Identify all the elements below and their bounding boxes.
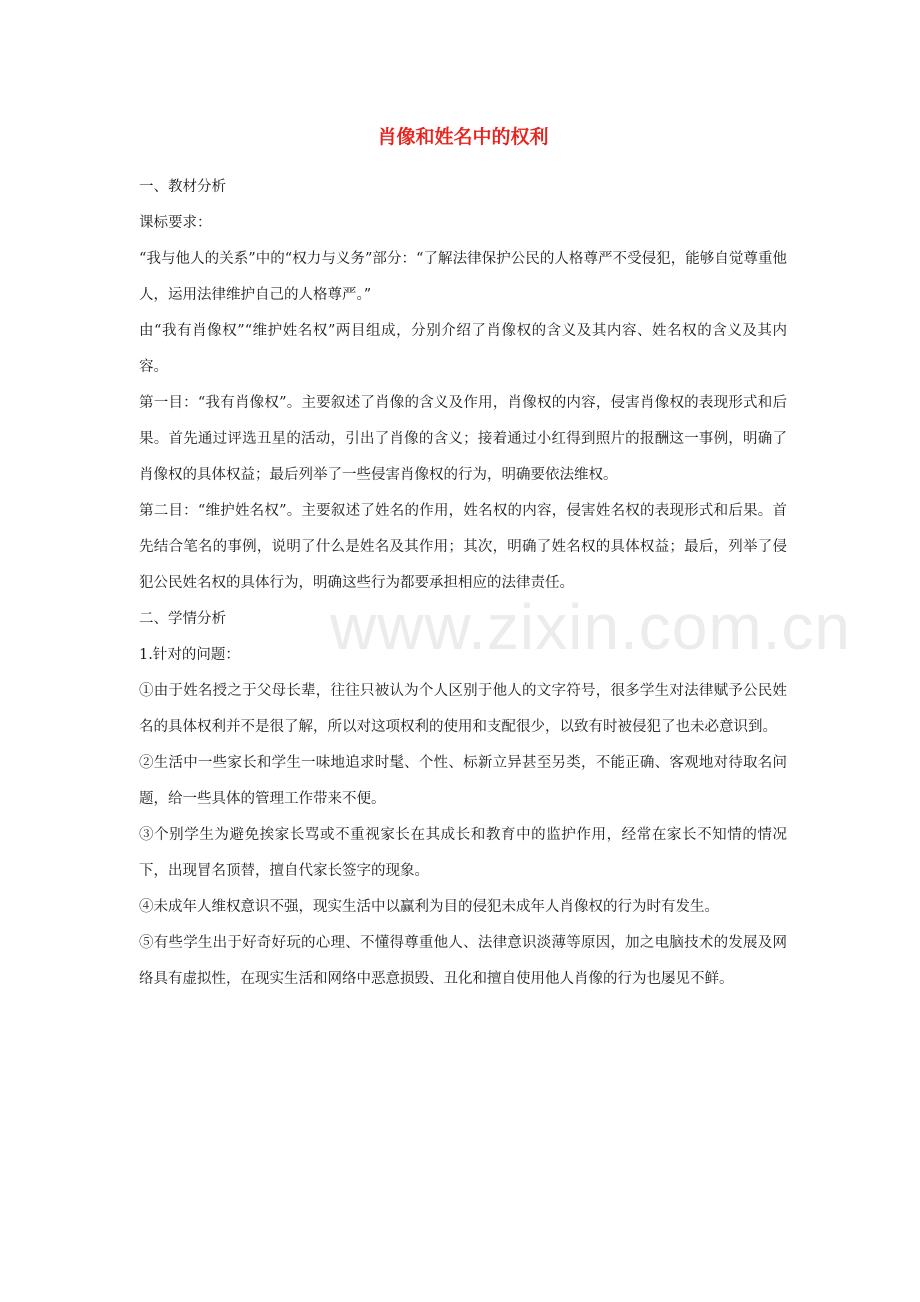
list-item: ⑤有些学生出于好奇好玩的心理、不懂得尊重他人、法律意识淡薄等原因，加之电脑技术的发展及网络具有虚拟性，在现实生活和网络中恶意损毁、丑化和擅自使用他人肖像的行为也屡见不鲜。 bbox=[139, 935, 787, 987]
paragraph: 第一目：“我有肖像权”。主要叙述了肖像的含义及作用，肖像权的内容，侵害肖像权的表现形式和后果。首先通过评选丑星的活动，引出了肖像的含义；接着通过小红得到照片的报酬这一事例，明确了肖像权的具体权益；最后列举了一些侵害肖像权的行为，明确要依法维权。 bbox=[139, 395, 787, 483]
watermark: www.zixin.com.cn bbox=[330, 591, 851, 663]
list-item: ③个别学生为避免挨家长骂或不重视家长在其成长和教育中的监护作用，经常在家长不知情的情况下，出现冒名顶替，擅自代家长签字的现象。 bbox=[139, 827, 787, 879]
list-item: ②生活中一些家长和学生一味地追求时髦、个性、标新立异甚至另类，不能正确、客观地对待取名问题，给一些具体的管理工作带来不便。 bbox=[139, 755, 787, 807]
document-title: 肖像和姓名中的权利 bbox=[377, 126, 549, 148]
paragraph: 第二目：“维护姓名权”。主要叙述了姓名的作用，姓名权的内容，侵害姓名权的表现形式和后果。首先结合笔名的事例，说明了什么是姓名及其作用；其次，明确了姓名权的具体权益；最后，列举了侵犯公民姓名权的具体行为，明确这些行为都要承担相应的法律责任。 bbox=[139, 503, 787, 591]
section-heading-textbook-analysis: 一、教材分析 bbox=[139, 179, 226, 195]
paragraph: 由“我有肖像权”“维护姓名权”两目组成，分别介绍了肖像权的含义及其内容、姓名权的含义及其内容。 bbox=[139, 323, 787, 375]
list-item: ①由于姓名授之于父母长辈，往往只被认为个人区别于他人的文字符号，很多学生对法律赋予公民姓名的具体权利并不是很了解，所以对这项权利的使用和支配很少，以致有时被侵犯了也未必意识到。 bbox=[139, 683, 787, 735]
paragraph: “我与他人的关系”中的“权力与义务”部分：“了解法律保护公民的人格尊严不受侵犯，能够自觉尊重他人，运用法律维护自己的人格尊严。” bbox=[139, 251, 787, 303]
section-heading-student-analysis: 二、学情分析 bbox=[139, 611, 226, 627]
list-item: ④未成年人维权意识不强，现实生活中以赢利为目的侵犯未成年人肖像权的行为时有发生。 bbox=[139, 899, 719, 915]
document-content bbox=[139, 118, 787, 997]
subheading-targeted-issues: 1.针对的问题： bbox=[139, 647, 240, 663]
curriculum-requirements-label: 课标要求： bbox=[139, 215, 212, 231]
